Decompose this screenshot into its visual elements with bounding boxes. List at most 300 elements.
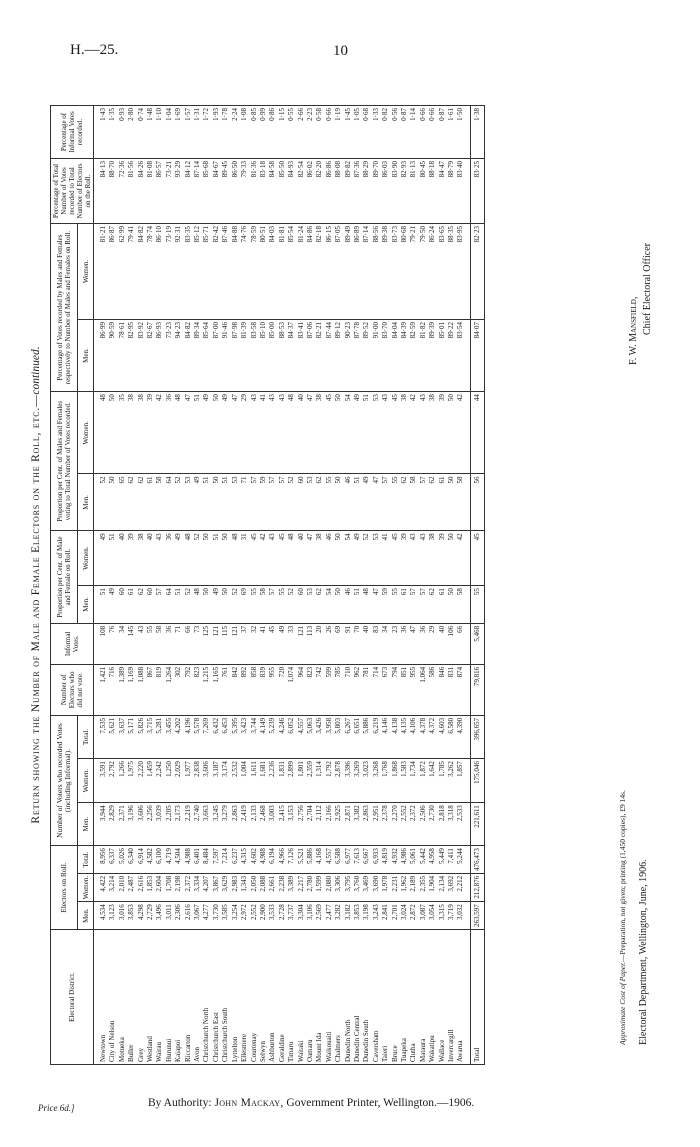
cell-value: 57	[278, 474, 287, 531]
cell-value: 7,613	[353, 846, 362, 874]
table-row	[409, 106, 418, 1065]
cell-value: 5,803	[334, 715, 343, 758]
cell-value: 145	[127, 623, 136, 664]
sub-women: Women.	[78, 392, 94, 474]
cell-value: 867	[146, 664, 155, 715]
cell-value: 79·41	[127, 224, 136, 320]
cell-value: 86·24	[428, 224, 437, 320]
cell-value: 6,219	[372, 715, 381, 758]
cell-value: 4,557	[297, 715, 306, 758]
district-name: Wallace	[438, 930, 447, 1065]
cell-value: 45	[250, 531, 259, 586]
cell-value: 86·15	[325, 224, 334, 320]
cell-value: 1·19	[334, 106, 343, 159]
cell-value: 39	[438, 531, 447, 586]
cell-value: 3,318	[447, 803, 456, 846]
cell-value: 83·41	[297, 319, 306, 391]
cell-value: 396,657	[470, 715, 484, 758]
cell-value: 61	[438, 474, 447, 531]
cell-value: 39	[438, 392, 447, 474]
cell-value: 4,986	[400, 846, 409, 874]
sub-women: Women.	[78, 224, 94, 320]
sub-men: Men.	[78, 319, 94, 391]
cell-value: 823	[306, 664, 315, 715]
table-row	[334, 106, 343, 1065]
cell-value: 720	[278, 664, 287, 715]
cell-value: 1·10	[155, 106, 164, 159]
cell-value: 3,629	[221, 873, 230, 901]
table-row	[287, 106, 296, 1065]
cell-value: 1,681	[259, 759, 268, 803]
table-row	[344, 106, 353, 1065]
cell-value: 79,816	[470, 664, 484, 715]
cell-value: 48	[287, 392, 296, 474]
cell-value: 2,205	[165, 803, 174, 846]
district-name: Grey	[137, 930, 146, 1065]
cell-value: 82·67	[146, 319, 155, 391]
cell-value: 1·43	[94, 106, 109, 159]
cell-value: 1·08	[240, 106, 249, 159]
cell-value: 5,521	[297, 846, 306, 874]
cell-value: 81·56	[127, 159, 136, 224]
cell-value: 2,533	[456, 803, 470, 846]
cell-value: 0·56	[391, 106, 400, 159]
cell-value: 44	[470, 392, 484, 474]
cell-value: 2,212	[456, 873, 470, 901]
cell-value: 55	[470, 586, 484, 624]
table-row	[155, 106, 164, 1065]
cell-value: 81·82	[419, 319, 428, 391]
cell-value: 106	[447, 623, 456, 664]
cell-value: 3,268	[372, 759, 381, 803]
cell-value: 3,692	[447, 873, 456, 901]
cell-value: 42	[259, 531, 268, 586]
cell-value: 4,372	[428, 715, 437, 758]
cell-value: 47	[231, 392, 240, 474]
district-name: Clutha	[409, 930, 418, 1065]
page-number: 10	[333, 43, 348, 59]
cell-value: 1·45	[344, 106, 353, 159]
cell-value: 85·10	[259, 319, 268, 391]
cell-value: 49	[193, 474, 202, 531]
cell-value: 3,196	[127, 803, 136, 846]
table-row	[240, 106, 249, 1065]
cell-value: 80·51	[259, 224, 268, 320]
cell-value: 90·59	[108, 319, 117, 391]
cell-value: 3,426	[315, 715, 324, 758]
cell-value: 1,389	[118, 664, 127, 715]
cell-value: 89·49	[344, 224, 353, 320]
cell-value: 78·59	[250, 224, 259, 320]
cell-value: 4,246	[278, 715, 287, 758]
cost-note	[618, 790, 627, 1045]
col-prop-roll: Proportion per Cent. of Male and Female on Roll.	[51, 531, 78, 624]
cell-value: 94·23	[174, 319, 183, 391]
cell-value: 7,535	[94, 715, 109, 758]
cell-value: 3,591	[94, 759, 109, 803]
table-row	[184, 106, 193, 1065]
department-line: Electoral Department, Wellington, June, 1906.	[638, 859, 649, 1045]
cell-value: 3,606	[202, 759, 211, 803]
cell-value: 2,818	[438, 803, 447, 846]
cell-value: 794	[391, 664, 400, 715]
cell-value: 4,207	[202, 873, 211, 901]
cell-value: 83·70	[381, 319, 390, 391]
cell-value: 47	[372, 474, 381, 531]
cell-value: 2,756	[297, 803, 306, 846]
cell-value: 58	[155, 474, 164, 531]
cell-value: 2,972	[240, 902, 249, 930]
cell-value: 3,744	[250, 715, 259, 758]
cell-value: 83·25	[470, 159, 484, 224]
cell-value: 42	[456, 531, 470, 586]
table-row	[212, 106, 221, 1065]
cell-value: 38	[127, 392, 136, 474]
cell-value: 83·54	[456, 319, 470, 391]
cell-value: 3,496	[155, 902, 164, 930]
cell-value: 89·34	[193, 319, 202, 391]
cell-value: 84·39	[400, 319, 409, 391]
cell-value: 73	[193, 623, 202, 664]
cell-value: 3,123	[108, 902, 117, 930]
cell-value: 2,728	[278, 902, 287, 930]
cell-value: 87·00	[212, 319, 221, 391]
cell-value: 1,785	[438, 759, 447, 803]
cell-value: 85·01	[438, 319, 447, 391]
cell-value: 792	[184, 664, 193, 715]
cell-value: 3,382	[353, 803, 362, 846]
cell-value: 38	[315, 392, 324, 474]
table-row	[372, 106, 381, 1065]
cell-value: 714	[372, 664, 381, 715]
cell-value: 2,219	[184, 803, 193, 846]
cell-value: 58	[456, 474, 470, 531]
col-informal: Informal Votes.	[51, 623, 94, 664]
cell-value: 51	[221, 474, 230, 531]
cell-value: 84·13	[94, 159, 109, 224]
cell-value: 7,269	[202, 715, 211, 758]
cell-value: 2,506	[419, 803, 428, 846]
cell-value: 2,792	[108, 759, 117, 803]
district-name: Christchurch South	[221, 930, 230, 1065]
cell-value: 2,604	[155, 873, 164, 901]
cell-value: 2,173	[174, 803, 183, 846]
cell-value: 3,282	[334, 902, 343, 930]
cell-value: 2,220	[137, 759, 146, 803]
cell-value: 8,484	[202, 846, 211, 874]
cell-value: 1,459	[146, 759, 155, 803]
cell-value: 1,962	[400, 873, 409, 901]
col-pct-total: Percentage of Total Number of Votes recorded to Total Number of Electors on the Roll.	[51, 159, 94, 224]
cell-value: 50	[212, 392, 221, 474]
cell-value: 84·04	[391, 319, 400, 391]
cell-value: 39	[400, 531, 409, 586]
cell-value: 51	[94, 586, 109, 624]
cell-value: 851	[400, 664, 409, 715]
cell-value: 71	[174, 623, 183, 664]
cell-value: 91	[344, 623, 353, 664]
cell-value: 2,355	[419, 873, 428, 901]
cell-value: 47	[184, 392, 193, 474]
cell-value: 2,701	[391, 902, 400, 930]
cell-value: 2,838	[193, 759, 202, 803]
cell-value: 85·71	[202, 224, 211, 320]
cell-value: 56	[470, 474, 484, 531]
cell-value: 31	[240, 531, 249, 586]
cell-value: 61	[438, 586, 447, 624]
cell-value: 2,270	[391, 803, 400, 846]
cell-value: 83·92	[137, 319, 146, 391]
cell-value: 3,396	[344, 759, 353, 803]
sub-men: Men.	[78, 902, 94, 930]
cell-value: 2,477	[325, 902, 334, 930]
cell-value: 1·31	[193, 106, 202, 159]
signer-name: F. W. Mansfield,	[628, 296, 639, 365]
cell-value: 476,473	[470, 846, 484, 874]
cell-value: 3,867	[212, 873, 221, 901]
cell-value: 36	[165, 531, 174, 586]
cell-value: 2,372	[409, 803, 418, 846]
cell-value: 0·87	[400, 106, 409, 159]
district-name: Hurunui	[165, 930, 174, 1065]
cell-value: 2,899	[287, 759, 296, 803]
cell-value: 4,958	[428, 846, 437, 874]
cell-value: 3,198	[362, 902, 371, 930]
cell-value: 48	[231, 531, 240, 586]
cell-value: 2,112	[315, 803, 324, 846]
cell-value: 3,023	[362, 759, 371, 803]
cell-value: 4,168	[315, 846, 324, 874]
cell-value: 87·98	[231, 319, 240, 391]
cell-value: 6,194	[268, 846, 277, 874]
cell-value: 49	[353, 531, 362, 586]
cell-value: 4,146	[381, 715, 390, 758]
cell-value: 3,469	[362, 873, 371, 901]
title-continued: continued.	[30, 346, 42, 395]
cell-value: 62	[315, 474, 324, 531]
cell-value: 3,032	[456, 902, 470, 930]
sub-men: Men.	[78, 474, 94, 531]
cell-value: 49	[108, 586, 117, 624]
cell-value: 2,242	[155, 759, 164, 803]
cell-value: 50	[447, 531, 456, 586]
cell-value: 45	[470, 531, 484, 586]
cell-value: 51	[193, 392, 202, 474]
cell-value: 5,886	[306, 846, 315, 874]
total-row	[470, 106, 484, 1065]
cell-value: 3,054	[428, 902, 437, 930]
cell-value: 3,533	[268, 902, 277, 930]
cell-value: 87·14	[193, 159, 202, 224]
cell-value: 48	[362, 586, 371, 624]
sub-men: Men.	[78, 586, 94, 624]
cell-value: 82·18	[315, 224, 324, 320]
table-row	[137, 106, 146, 1065]
cell-value: 1,792	[325, 759, 334, 803]
cell-value: 2,166	[325, 803, 334, 846]
cell-value: 3,024	[400, 902, 409, 930]
cell-value: 87·05	[334, 224, 343, 320]
cell-value: 1,169	[127, 664, 136, 715]
table-row	[231, 106, 240, 1065]
cell-value: 83·35	[184, 224, 193, 320]
cell-value: 89·22	[447, 319, 456, 391]
district-name: Wairau	[155, 930, 164, 1065]
cell-value: 4,582	[146, 846, 155, 874]
cell-value: 1,768	[381, 759, 390, 803]
cell-value: 1·61	[447, 106, 456, 159]
title-main: Return showing the Number of Male and Female Electors on the Roll, etc.—	[30, 394, 42, 824]
cell-value: 57	[419, 586, 428, 624]
cell-value: 2,740	[193, 803, 202, 846]
cell-value: 2,134	[438, 873, 447, 901]
cell-value: 23	[391, 623, 400, 664]
cell-value: 3,760	[353, 873, 362, 901]
cell-value: 36	[400, 623, 409, 664]
cell-value: 5,578	[193, 715, 202, 758]
cell-value: 52	[287, 586, 296, 624]
cell-value: 0·93	[118, 106, 127, 159]
cell-value: 6,052	[287, 715, 296, 758]
cell-value: 60	[146, 586, 155, 624]
cell-value: 955	[268, 664, 277, 715]
district-name: Newtown	[94, 930, 109, 1065]
cell-value: 83·90	[391, 159, 400, 224]
cell-value: 6,432	[212, 715, 221, 758]
district-name: Waitaki	[297, 930, 306, 1065]
cell-value: 89·38	[381, 224, 390, 320]
cell-value: 87·14	[362, 224, 371, 320]
district-name: Invercargill	[447, 930, 456, 1065]
cell-value: 2,841	[381, 902, 390, 930]
cell-value: 2·66	[297, 106, 306, 159]
cell-value: 3,067	[193, 902, 202, 930]
district-name: Chalmers	[334, 930, 343, 1065]
col-not-voted: Number of Electors who did not vote.	[51, 664, 94, 715]
cell-value: 1,004	[240, 759, 249, 803]
cell-value: 2,661	[268, 873, 277, 901]
cell-value: 6,667	[362, 846, 371, 874]
cell-value: 175,046	[470, 759, 484, 803]
table-row	[278, 106, 287, 1065]
cell-value: 50	[202, 586, 211, 624]
cell-value: 3,455	[165, 715, 174, 758]
cell-value: 57	[268, 586, 277, 624]
cell-value: 62	[400, 474, 409, 531]
cell-value: 61	[400, 586, 409, 624]
cell-value: 62	[137, 586, 146, 624]
cell-value: 3,106	[306, 902, 315, 930]
cell-value: 82·59	[409, 319, 418, 391]
cell-value: 86·86	[325, 159, 334, 224]
cell-value: 108	[94, 623, 109, 664]
cell-value: 302	[174, 664, 183, 715]
cell-value: 1,215	[202, 664, 211, 715]
district-name: Mount Ida	[315, 930, 324, 1065]
cell-value: 40	[297, 531, 306, 586]
cell-value: 62·99	[118, 224, 127, 320]
district-name: Dunedin Central	[353, 930, 362, 1065]
district-name: Christchurch East	[212, 930, 221, 1065]
table-row	[297, 106, 306, 1065]
table-row	[438, 106, 447, 1065]
cell-value: 0·74	[137, 106, 146, 159]
cell-value: 3,153	[287, 803, 296, 846]
cell-value: 53	[306, 586, 315, 624]
table-row	[419, 106, 428, 1065]
cell-value: 58	[259, 586, 268, 624]
cell-value: 819	[155, 664, 164, 715]
cell-value: 3,187	[212, 759, 221, 803]
cell-value: 2,532	[231, 759, 240, 803]
footer-rest: Government Printer, Wellington.—1906.	[286, 1097, 475, 1109]
cell-value: 7,411	[447, 846, 456, 874]
cell-value: 66	[184, 623, 193, 664]
cell-value: 2,569	[315, 902, 324, 930]
cell-value: 0·87	[438, 106, 447, 159]
cell-value: 2·23	[306, 106, 315, 159]
cell-value: 1,872	[419, 759, 428, 803]
cell-value: 0·82	[381, 106, 390, 159]
cell-value: 85·00	[268, 319, 277, 391]
cell-value: 51	[362, 392, 371, 474]
table-row	[447, 106, 456, 1065]
cell-value: 3,663	[202, 803, 211, 846]
cell-value: 34	[381, 623, 390, 664]
cell-value: 6,237	[231, 846, 240, 874]
footer-prefix: By Authority:	[148, 1097, 212, 1109]
table-row	[325, 106, 334, 1065]
cell-value: 1,708	[165, 873, 174, 901]
district-name: Kaiapoi	[174, 930, 183, 1065]
cell-value: 6,580	[447, 715, 456, 758]
cell-value: 1·57	[184, 106, 193, 159]
cell-value: 82·95	[127, 319, 136, 391]
table-row	[221, 106, 230, 1065]
cell-value: 82·42	[212, 224, 221, 320]
cell-value: 60	[297, 474, 306, 531]
sub-total: Total.	[78, 846, 94, 874]
cell-value: 3,174	[221, 759, 230, 803]
cell-value: 89·12	[334, 319, 343, 391]
cell-value: 6,401	[193, 846, 202, 874]
cell-value: 89·39	[428, 319, 437, 391]
cell-value: 2,829	[108, 803, 117, 846]
cell-value: 4,106	[409, 715, 418, 758]
cell-value: 2,088	[259, 873, 268, 901]
cell-value: 4,719	[165, 846, 174, 874]
cell-value: 1,421	[94, 664, 109, 715]
cell-value: 2,900	[259, 902, 268, 930]
cell-value: 0·66	[428, 106, 437, 159]
table-row	[400, 106, 409, 1065]
cell-value: 55	[391, 586, 400, 624]
cell-value: 91·00	[372, 319, 381, 391]
district-name: Motueka	[118, 930, 127, 1065]
cell-value: 51	[353, 474, 362, 531]
cell-value: 55	[146, 623, 155, 664]
cell-value: 5,244	[456, 846, 470, 874]
cell-value: 54	[344, 392, 353, 474]
cell-value: 2,468	[259, 803, 268, 846]
cell-value: 38	[315, 531, 324, 586]
cell-value: 5,449	[438, 846, 447, 874]
cell-value: 57	[419, 474, 428, 531]
cell-value: 84·67	[212, 159, 221, 224]
sub-women: Women.	[78, 531, 94, 586]
cell-value: 62	[428, 586, 437, 624]
cell-value: 40	[362, 623, 371, 664]
